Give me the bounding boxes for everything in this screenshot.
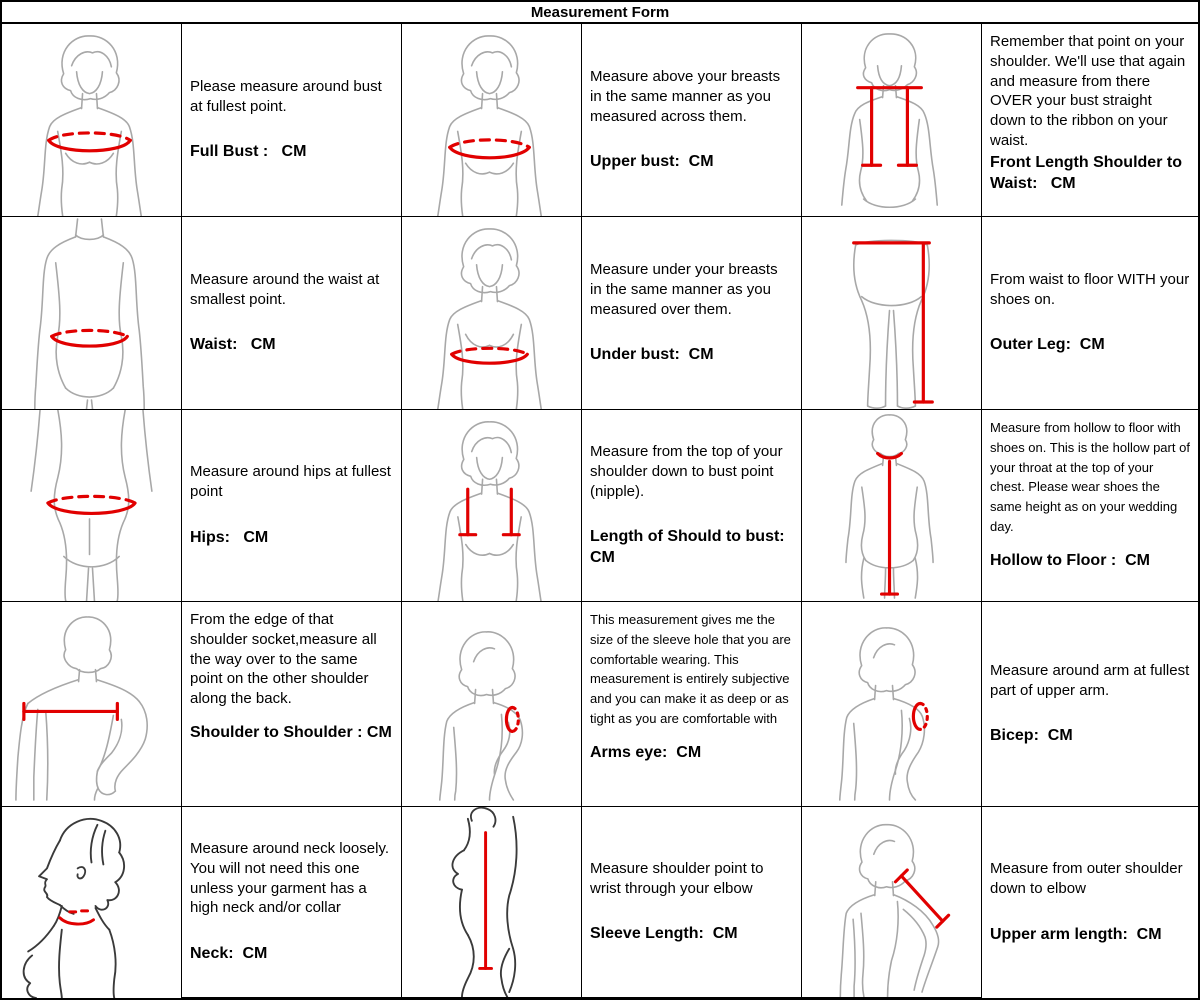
shoulder-to-shoulder-description: From the edge of that shoulder socket,measure all the way over to the same point on the other shoulder along the back. [190, 611, 377, 708]
upper-arm-length-description: Measure from outer shoulder down to elbow [990, 860, 1183, 898]
shoulder-to-shoulder-label: Shoulder to Shoulder : CM [190, 723, 392, 741]
neck-figure-cell [2, 807, 182, 998]
bicep-description: Measure around arm at fullest part of upper arm. [990, 661, 1190, 699]
sleeve-length-label: Sleeve Length: CM [590, 925, 738, 943]
upper-arm-length-cell [982, 807, 1198, 998]
upper-bust-figure-cell [402, 24, 582, 217]
upper-arm-length-figure-illustration [802, 807, 981, 997]
outer-leg-cell [982, 217, 1198, 410]
shoulder-to-bust-label: Length of Should to bust: CM [590, 528, 794, 567]
under-bust-description: Measure under your breasts in the same manner as you measured over them. [590, 260, 778, 318]
under-bust-figure-illustration [402, 217, 581, 409]
front-length-figure-illustration [802, 24, 981, 216]
full-bust-label: Full Bust : CM [190, 143, 307, 161]
outer-leg-label: Outer Leg: CM [990, 336, 1105, 354]
upper-bust-label: Upper bust: CM [590, 153, 714, 171]
hips-figure-cell [2, 410, 182, 602]
upper-bust-cell [582, 24, 802, 217]
form-title: Measurement Form [2, 2, 1198, 24]
outer-leg-description: From waist to floor WITH your shoes on. [990, 270, 1190, 308]
outer-leg-figure-cell [802, 217, 982, 410]
hollow-to-floor-cell [982, 410, 1198, 602]
bicep-cell [982, 602, 1198, 807]
hollow-to-floor-figure-cell [802, 410, 982, 602]
upper-bust-description: Measure above your breasts in the same manner as you measured across them. [590, 67, 781, 125]
outer-leg-figure-illustration [802, 217, 981, 409]
front-length-description: Remember that point on your shoulder. We'll use that again and measure from there OVER your bust straight down to the ribbon on your waist. [990, 33, 1186, 149]
hips-cell [182, 410, 402, 602]
hips-description: Measure around hips at fullest point [190, 463, 391, 501]
hips-label: Hips: CM [190, 528, 269, 546]
neck-cell [182, 807, 402, 998]
shoulder-to-bust-cell [582, 410, 802, 602]
full-bust-description: Please measure around bust at fullest point. [190, 77, 382, 115]
under-bust-figure-cell [402, 217, 582, 410]
waist-label: Waist: CM [190, 336, 276, 354]
shoulder-to-bust-figure-illustration [402, 410, 581, 601]
neck-figure-illustration [2, 807, 181, 998]
sleeve-length-cell [582, 807, 802, 998]
hollow-to-floor-label: Hollow to Floor : CM [990, 551, 1150, 569]
shoulder-to-shoulder-figure-cell [2, 602, 182, 807]
sleeve-length-figure-cell [402, 807, 582, 998]
under-bust-cell [582, 217, 802, 410]
neck-label: Neck: CM [190, 945, 268, 963]
waist-figure-cell [2, 217, 182, 410]
bicep-figure-cell [802, 602, 982, 807]
arms-eye-label: Arms eye: CM [590, 743, 702, 761]
bicep-label: Bicep: CM [990, 727, 1073, 745]
shoulder-to-bust-figure-cell [402, 410, 582, 602]
bicep-figure-illustration [802, 602, 981, 806]
arms-eye-description: This measurement gives me the size of the sleeve hole that you are comfortable wearing. This measurement is entirely subjective and you can make it as deep or as tight as you are comfortable with [590, 612, 791, 726]
shoulder-to-bust-description: Measure from the top of your shoulder down to bust point (nipple). [590, 443, 783, 500]
front-length-cell [982, 24, 1198, 217]
waist-figure-illustration [2, 217, 181, 409]
upper-bust-figure-illustration [402, 24, 581, 216]
front-length-figure-cell [802, 24, 982, 217]
upper-arm-length-figure-cell [802, 807, 982, 998]
full-bust-cell [182, 24, 402, 217]
hips-figure-illustration [2, 410, 181, 601]
sleeve-length-description: Measure shoulder point to wrist through your elbow [590, 859, 764, 897]
hollow-to-floor-description: Measure from hollow to floor with shoes on. This is the hollow part of your throat at the top of your chest. Please wear shoes the same height as on your wedding day. [990, 420, 1190, 534]
arms-eye-figure-illustration [402, 602, 581, 806]
full-bust-figure-illustration [2, 24, 181, 216]
upper-arm-length-label: Upper arm length: CM [990, 925, 1162, 943]
arms-eye-figure-cell [402, 602, 582, 807]
under-bust-label: Under bust: CM [590, 346, 714, 364]
waist-description: Measure around the waist at smallest point. [190, 270, 380, 308]
hollow-to-floor-figure-illustration [802, 410, 981, 601]
full-bust-figure-cell [2, 24, 182, 217]
sleeve-length-figure-illustration [402, 807, 581, 997]
front-length-label: Front Length Shoulder to Waist: CM [990, 153, 1187, 192]
shoulder-to-shoulder-cell [182, 602, 402, 807]
arms-eye-cell [582, 602, 802, 807]
waist-cell [182, 217, 402, 410]
shoulder-to-shoulder-figure-illustration [2, 602, 181, 806]
neck-description: Measure around neck loosely. You will not need this one unless your garment has a high neck and/or collar [190, 840, 389, 917]
